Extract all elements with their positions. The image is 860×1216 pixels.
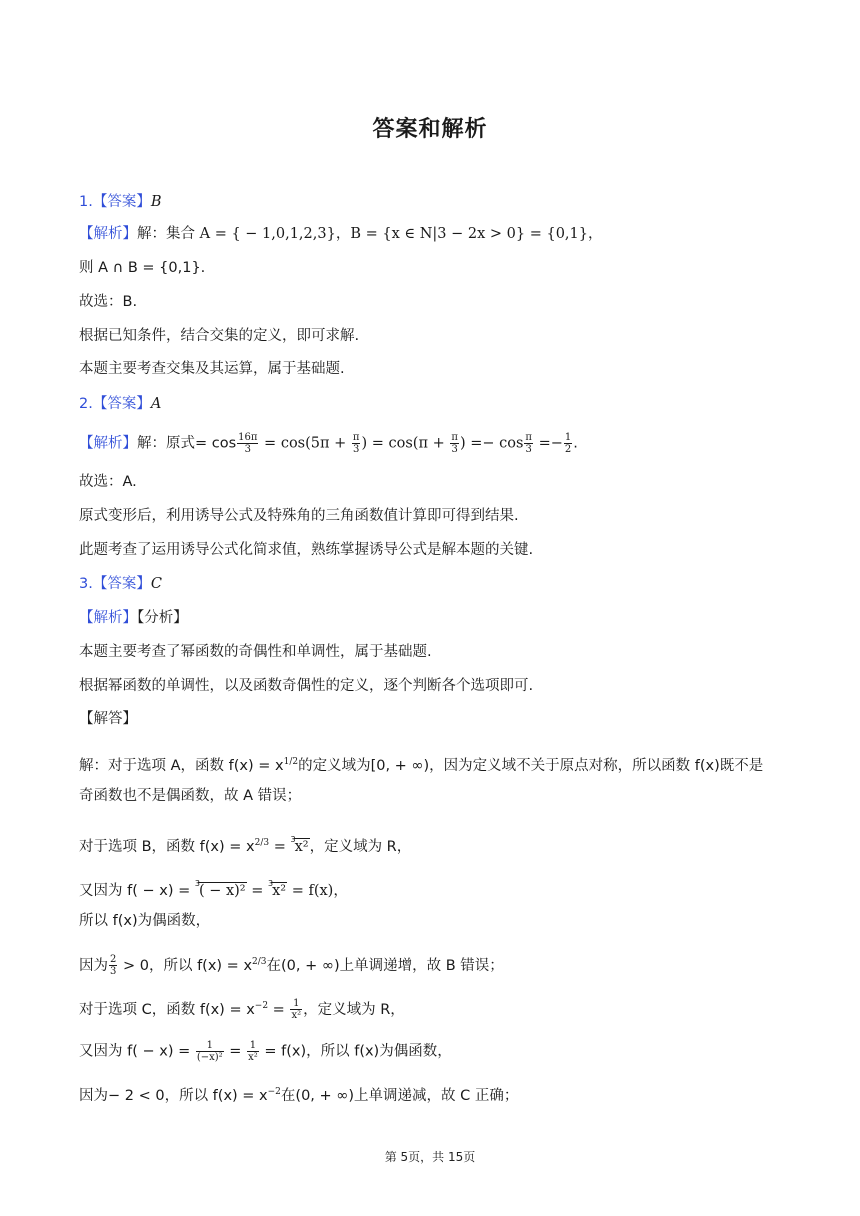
q2-frac-16pi-3: $\frac{16\pi}{3}$	[238, 432, 258, 455]
q3-analysis-tag: 【解析】	[79, 610, 137, 626]
q3-answer-tag: 【答案】	[92, 576, 151, 592]
q3-option-b-line2: 又因为 f( − x) = $^3$( − x)² = $^3$x² = f(x)，	[79, 874, 348, 901]
q1-answer-line	[79, 192, 162, 212]
q3-option-c-line2: 又因为 f( − x) = $\frac{1}{\text{(−x)²}}$ = $\frac{1}{\text{x²}}$ = f(x)，所以 f(x)为偶函数，	[79, 1040, 452, 1063]
q3-c-cube-root-1: $^3$( − x)²	[194, 879, 246, 899]
q2-mid4: =−	[533, 435, 563, 452]
q3-f-exponent: −2	[254, 1001, 269, 1011]
q3-a-exponent: 1/2	[283, 757, 299, 767]
q2-mid2: ) = cos(π +	[361, 435, 450, 452]
page-footer: 第 5页，共 15页	[384, 1150, 476, 1164]
q2-line2: 故选：A.	[79, 474, 137, 490]
q3-option-c-line1: 对于选项 C，函数 $f(x) = x^{-2}$ = $\frac{1}{\text{x²}}$ ，定义域为 R，	[79, 998, 405, 1022]
q3-h-exponent: −2	[267, 1087, 281, 1097]
q3-number: 3.	[79, 576, 93, 592]
q3-e-exponent: 2/3	[252, 957, 267, 967]
q3-answer-line	[79, 574, 162, 594]
q3-frac-2-3: $\frac{2}{3}$	[110, 954, 117, 978]
q2-mid1: = cos(5π +	[259, 435, 351, 452]
q2-line4: 此题考查了运用诱导公式化简求值，熟练掌握诱导公式是解本题的关键.	[79, 542, 534, 558]
q1-line3: 故选：B.	[79, 294, 138, 310]
q1-line2: 则 A ∩ B = {0,1}.	[79, 260, 206, 276]
q2-analysis-line	[79, 432, 578, 455]
q2-answer-tag: 【答案】	[92, 396, 151, 412]
q2-frac-pi-3-a: $\frac{\pi}{3}$	[352, 432, 360, 455]
q2-answer-line	[79, 394, 161, 414]
q2-number: 2.	[79, 396, 93, 412]
q1-analysis-tag: 【解析】	[79, 226, 137, 242]
q3-line1: 本题主要考查了幂函数的奇偶性和单调性，属于基础题.	[79, 644, 432, 660]
q1-answer: B	[150, 194, 162, 210]
q2-line1-prefix: 解：原式= cos	[137, 435, 237, 452]
q1-line1-prefix: 解：集合	[137, 226, 200, 242]
q3-frac-1-x2: $\frac{1}{\text{x²}}$	[291, 998, 302, 1022]
q2-frac-pi-3-b: $\frac{\pi}{3}$	[451, 432, 458, 455]
q3-line2: 根据幂函数的单调性，以及函数奇偶性的定义，逐个判断各个选项即可.	[79, 678, 534, 694]
q3-option-b-line3: 所以 f(x)为偶函数，	[79, 913, 211, 929]
q3-option-b-line4: 因为 $\frac{2}{3}$ > 0，所以 $f(x) = x^{2/3}$在(0, + ∞)上单调递增，故 B 错误；	[79, 954, 504, 978]
q1-line5: 本题主要考查交集及其运算，属于基础题.	[79, 361, 345, 377]
q3-b-cube-root: $^3$x²	[290, 835, 309, 855]
q3-b-exponent: 2/3	[254, 838, 270, 849]
q1-number: 1.	[79, 194, 93, 210]
q3-analysis-line	[79, 608, 188, 628]
q3-frac-1-x2-b: $\frac{1}{\text{x²}}$	[248, 1040, 258, 1063]
q3-answer: C	[150, 576, 162, 592]
q3-jieda-tag: 【解答】	[79, 711, 137, 727]
q1-analysis-line	[79, 224, 602, 244]
q1-line4: 根据已知条件，结合交集的定义，即可求解.	[79, 328, 360, 344]
q3-option-c-line3: 因为− 2 < 0，所以 $f(x) = x^{-2}$在(0, + ∞)上单调递减，故 C 正确；	[79, 1087, 519, 1104]
q2-line3: 原式变形后，利用诱导公式及特殊角的三角函数值计算即可得到结果.	[79, 508, 519, 524]
q1-line1-math: A = { − 1,0,1,2,3}，B = {x ∈ N|3 − 2x > 0} = {0,1}，	[199, 226, 603, 242]
q3-c-cube-root-2: $^3$x²	[268, 879, 287, 899]
q1-answer-tag: 【答案】	[92, 194, 151, 210]
q3-option-a-line2: 奇函数也不是偶函数，故 A 错误；	[79, 788, 302, 804]
q2-end: .	[573, 435, 578, 452]
q2-mid3: ) =− cos	[459, 435, 524, 452]
q3-option-b-line1: 对于选项 B，函数 $f(x) = x^{2/3} = ^3x^2$，定义域为 R，	[79, 830, 411, 857]
page-title: 答案和解析	[372, 117, 488, 142]
q3-fenxi-tag: 【分析】	[137, 610, 188, 626]
q2-answer: A	[150, 396, 162, 412]
q2-frac-pi-3-c: $\frac{\pi}{3}$	[525, 432, 532, 455]
q2-analysis-tag: 【解析】	[79, 435, 137, 452]
q3-frac-1-negx2: $\frac{1}{\text{(−x)²}}$	[196, 1040, 223, 1063]
q3-option-a-line1: 解：对于选项 A，函数 $f(x) = x^{1/2}$的定义域为[0, + ∞)，因为定义域不关于原点对称，所以函数 f(x)既不是	[79, 757, 764, 774]
q2-frac-1-2: $\frac{1}{2}$	[564, 432, 572, 455]
